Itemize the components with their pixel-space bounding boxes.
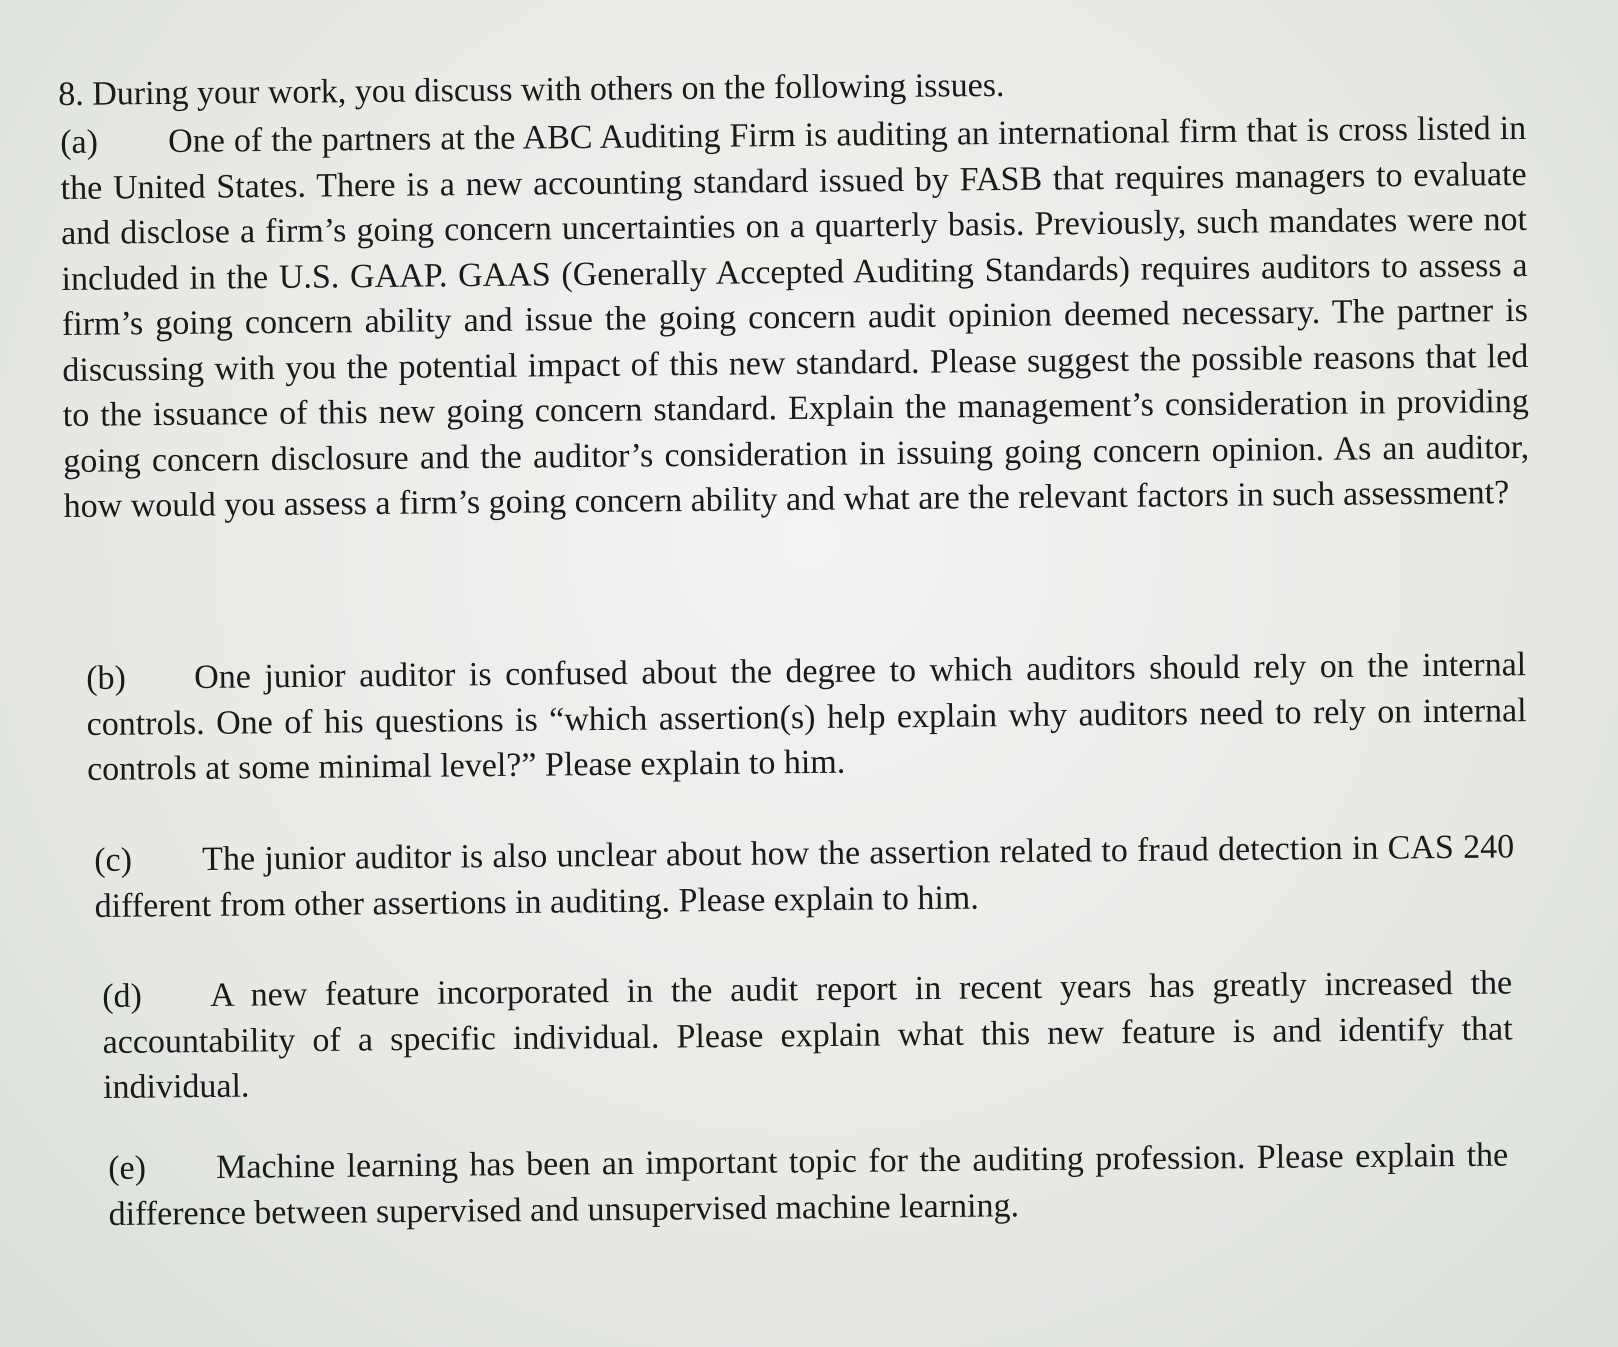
part-text: The junior auditor is also unclear about how the assertion related to fraud detection in CAS 240 different from other assertions in auditing. Please explain to him.	[94, 828, 1515, 925]
question-part-c	[94, 824, 1515, 929]
part-text: A new feature incorporated in the audit report in recent years has greatly increased the accountability of a specific individual. Please explain what this new feature is and identify that individual.	[102, 964, 1513, 1106]
question-part-b	[86, 642, 1527, 792]
part-label: (e)	[108, 1149, 147, 1187]
question-part-a	[60, 106, 1530, 530]
part-label: (d)	[102, 977, 143, 1015]
part-text: One of the partners at the ABC Auditing Firm is auditing an international firm that is cross listed in the United States. There is a new accounting standard issued by FASB that requires managers to evaluate and disclose a firm’s going concern uncertainties on a quarterly basis. Previously, such mandates were not included in the U.S. GAAP. GAAS (Generally Accepted Auditing Standards) requires auditors to assess a firm’s going concern ability and issue the going concern audit opinion deemed necessary. The partner is discussing with you the potential impact of this new standard. Please suggest the possible reasons that led to the issuance of this new going concern standard. Explain the management’s consideration in providing going concern disclosure and the auditor’s consideration in issuing going concern opinion. As an auditor, how would you assess a firm’s going concern ability and what are the relevant factors in such assessment?	[60, 109, 1530, 525]
part-text: Machine learning has been an important topic for the auditing profession. Please explain the difference between supervised and unsupervised machine learning.	[108, 1136, 1509, 1233]
part-text: One junior auditor is confused about the degree to which auditors should rely on the internal controls. One of his questions is “which assertion(s) help explain why auditors need to rely on internal controls at some minimal level?” Please explain to him.	[86, 646, 1527, 788]
part-label: (b)	[86, 659, 127, 697]
part-label: (c)	[94, 841, 133, 879]
question-part-e	[108, 1133, 1509, 1237]
question-part-d	[102, 960, 1513, 1110]
question-heading: 8. During your work, you discuss with others on the following issues.	[58, 66, 1005, 113]
part-label: (a)	[60, 123, 99, 161]
